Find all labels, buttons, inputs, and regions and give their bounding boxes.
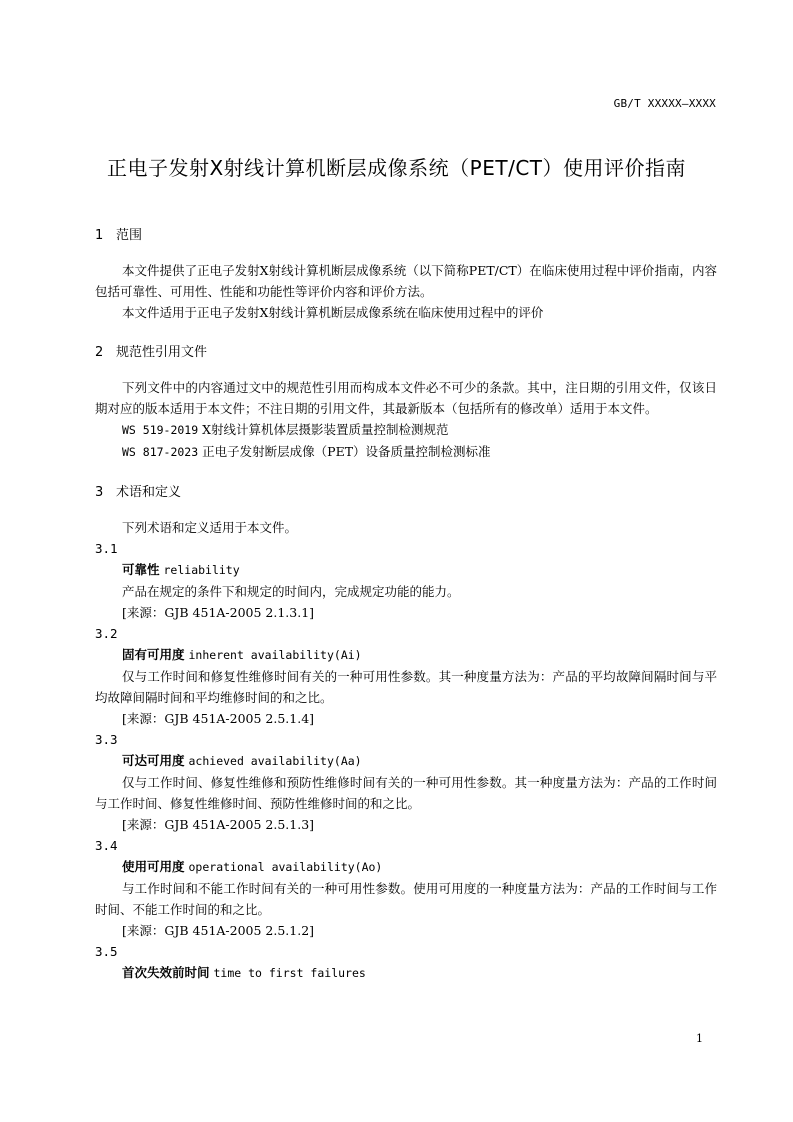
term-source: [来源：GJB 451A-2005 2.5.1.4] <box>122 711 315 726</box>
references-paragraph: 下列文件中的内容通过文中的规范性引用而构成本文件必不可少的条款。其中，注日期的引用文件，仅该日期对应的版本适用于本文件；不注日期的引用文件，其最新版本（包括所有的修改单）适用于本文件。 <box>95 380 717 416</box>
term-number: 3.1 <box>95 541 118 556</box>
scope-paragraph: 本文件提供了正电子发射X射线计算机断层成像系统（以下简称PET/CT）在临床使用过程中评价指南，内容包括可靠性、可用性、性能和功能性等评价内容和评价方法。 <box>95 263 717 299</box>
document-body <box>95 224 717 984</box>
term-title <box>95 962 717 984</box>
reference-item <box>95 419 717 441</box>
term-english-name: inherent availability(Ai) <box>188 648 362 662</box>
reference-code: WS 519-2019 <box>122 423 199 437</box>
section-title: 范围 <box>116 228 143 243</box>
reference-code: WS 817-2023 <box>122 445 199 459</box>
scope-applicability-paragraph: 本文件适用于正电子发射X射线计算机断层成像系统在临床使用过程中的评价 <box>122 305 544 320</box>
term-chinese-name: 可靠性 <box>122 562 160 577</box>
section-heading-normative-references <box>95 341 717 365</box>
term-number: 3.5 <box>95 944 118 959</box>
term-english-name: reliability <box>163 563 240 577</box>
term-definition: 产品在规定的条件下和规定的时间内，完成规定功能的能力。 <box>122 584 460 599</box>
term-number: 3.4 <box>95 838 118 853</box>
term-definition: 与工作时间和不能工作时间有关的一种可用性参数。使用可用度的一种度量方法为：产品的工作时间与工作时间、不能工作时间的和之比。 <box>95 881 717 917</box>
document-title: 正电子发射X射线计算机断层成像系统（PET/CT）使用评价指南 <box>106 156 687 180</box>
term-english-name: time to first failures <box>213 966 366 980</box>
term-chinese-name: 使用可用度 <box>122 859 185 874</box>
reference-item <box>95 441 717 463</box>
reference-title: 正电子发射断层成像（PET）设备质量控制检测标准 <box>202 444 491 459</box>
term-number: 3.3 <box>95 732 118 747</box>
section-heading-terms-definitions <box>95 481 717 505</box>
section-number: 3 <box>95 485 104 500</box>
terms-intro-paragraph: 下列术语和定义适用于本文件。 <box>122 520 298 535</box>
document-code-header: GB/T XXXXX—XXXX <box>613 97 716 110</box>
section-number: 1 <box>95 228 104 243</box>
term-chinese-name: 固有可用度 <box>122 647 185 662</box>
section-number: 2 <box>95 345 104 360</box>
section-title: 术语和定义 <box>116 485 182 500</box>
term-title <box>95 644 717 666</box>
term-english-name: achieved availability(Aa) <box>188 754 362 768</box>
term-source: [来源：GJB 451A-2005 2.5.1.2] <box>122 923 315 938</box>
term-title <box>95 856 717 878</box>
term-number: 3.2 <box>95 626 118 641</box>
term-title <box>95 750 717 772</box>
term-english-name: operational availability(Ao) <box>188 860 383 874</box>
reference-title: X射线计算机体层摄影装置质量控制检测规范 <box>202 422 449 437</box>
term-chinese-name: 可达可用度 <box>122 753 185 768</box>
section-heading-scope <box>95 224 717 248</box>
page-number: 1 <box>696 1032 703 1045</box>
section-title: 规范性引用文件 <box>116 345 208 360</box>
term-definition: 仅与工作时间和修复性维修时间有关的一种可用性参数。其一种度量方法为：产品的平均故障间隔时间与平均故障间隔时间和平均维修时间的和之比。 <box>95 669 717 705</box>
term-definition: 仅与工作时间、修复性维修和预防性维修时间有关的一种可用性参数。其一种度量方法为：产品的工作时间与工作时间、修复性维修时间、预防性维修时间的和之比。 <box>95 775 717 811</box>
term-source: [来源：GJB 451A-2005 2.5.1.3] <box>122 817 315 832</box>
term-source: [来源：GJB 451A-2005 2.1.3.1] <box>122 605 315 620</box>
term-chinese-name: 首次失效前时间 <box>122 965 210 980</box>
term-title <box>95 559 717 581</box>
